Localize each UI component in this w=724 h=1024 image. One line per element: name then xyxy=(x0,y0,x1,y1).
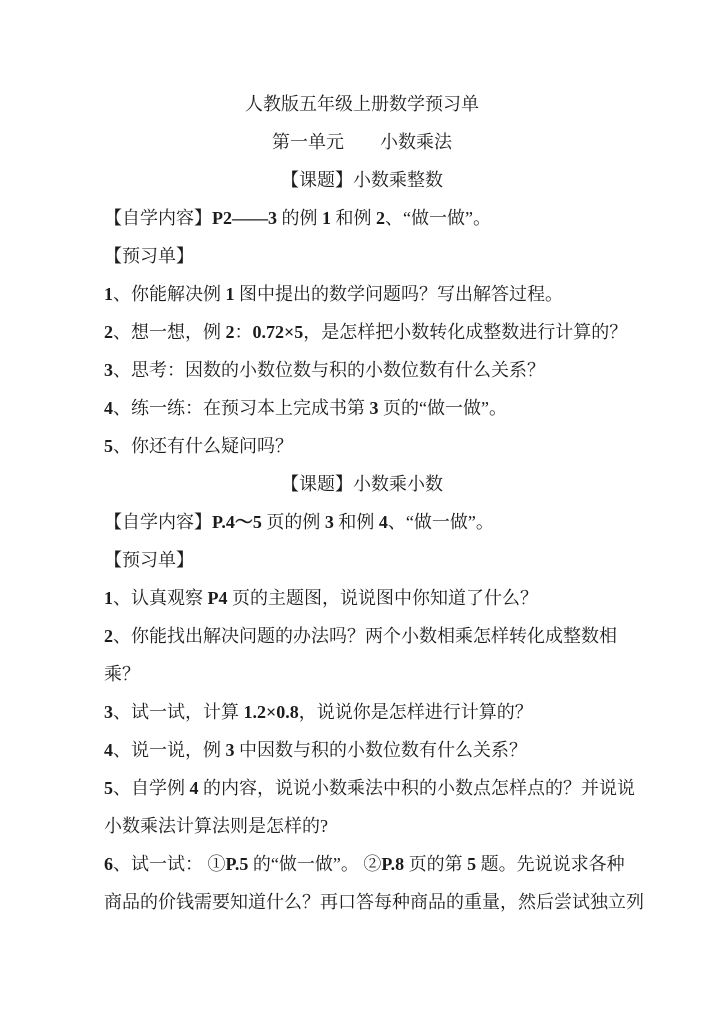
lesson-1-self-study-content: 【自学内容】P2——3 的例 1 和例 2、“做一做”。 xyxy=(104,208,491,228)
lesson-2-item-5: 5、自学例 4 的内容，说说小数乘法中积的小数点怎样点的？并说说 xyxy=(104,778,635,798)
page-title: 人教版五年级上册数学预习单 xyxy=(245,94,479,114)
lesson-2-item-5-continued: 小数乘法计算法则是怎样的? xyxy=(104,816,328,836)
lesson-2-item-1: 1、认真观察 P4 页的主题图，说说图中你知道了什么？ xyxy=(104,588,538,608)
lesson-1-preview-label: 【预习单】 xyxy=(104,246,194,266)
lesson-1-item-1: 1、你能解决例 1 图中提出的数学问题吗？写出解答过程。 xyxy=(104,284,563,304)
lesson-1-item-3: 3、思考：因数的小数位数与积的小数位数有什么关系？ xyxy=(104,360,545,380)
lesson-2-item-2: 2、你能找出解决问题的办法吗？两个小数相乘怎样转化成整数相 xyxy=(104,626,617,646)
lesson-1-item-5: 5、你还有什么疑问吗？ xyxy=(104,436,293,456)
lesson-2-self-study-content: 【自学内容】P.4～5 页的例 3 和例 4、“做一做”。 xyxy=(104,512,494,532)
unit-heading: 第一单元 小数乘法 xyxy=(272,132,452,152)
lesson-2-item-6: 6、试一试： ①P.5 的“做一做”。 ②P.8 页的第 5 题。先说说求各种 xyxy=(104,854,625,874)
lesson-1-item-2: 2、想一想，例 2：0.72×5，是怎样把小数转化成整数进行计算的？ xyxy=(104,322,628,342)
lesson-2-preview-label: 【预习单】 xyxy=(104,550,194,570)
lesson-1-heading: 【课题】小数乘整数 xyxy=(281,170,443,190)
lesson-1-item-4: 4、练一练：在预习本上完成书第 3 页的“做一做”。 xyxy=(104,398,507,418)
lesson-2-item-4: 4、说一说，例 3 中因数与积的小数位数有什么关系？ xyxy=(104,740,527,760)
lesson-2-item-6-continued: 商品的价钱需要知道什么？再口答每种商品的重量，然后尝试独立列 xyxy=(104,892,644,912)
lesson-2-item-2-continued: 乘？ xyxy=(104,664,140,684)
lesson-2-item-3: 3、试一试，计算 1.2×0.8，说说你是怎样进行计算的？ xyxy=(104,702,533,722)
lesson-2-heading: 【课题】小数乘小数 xyxy=(281,474,443,494)
